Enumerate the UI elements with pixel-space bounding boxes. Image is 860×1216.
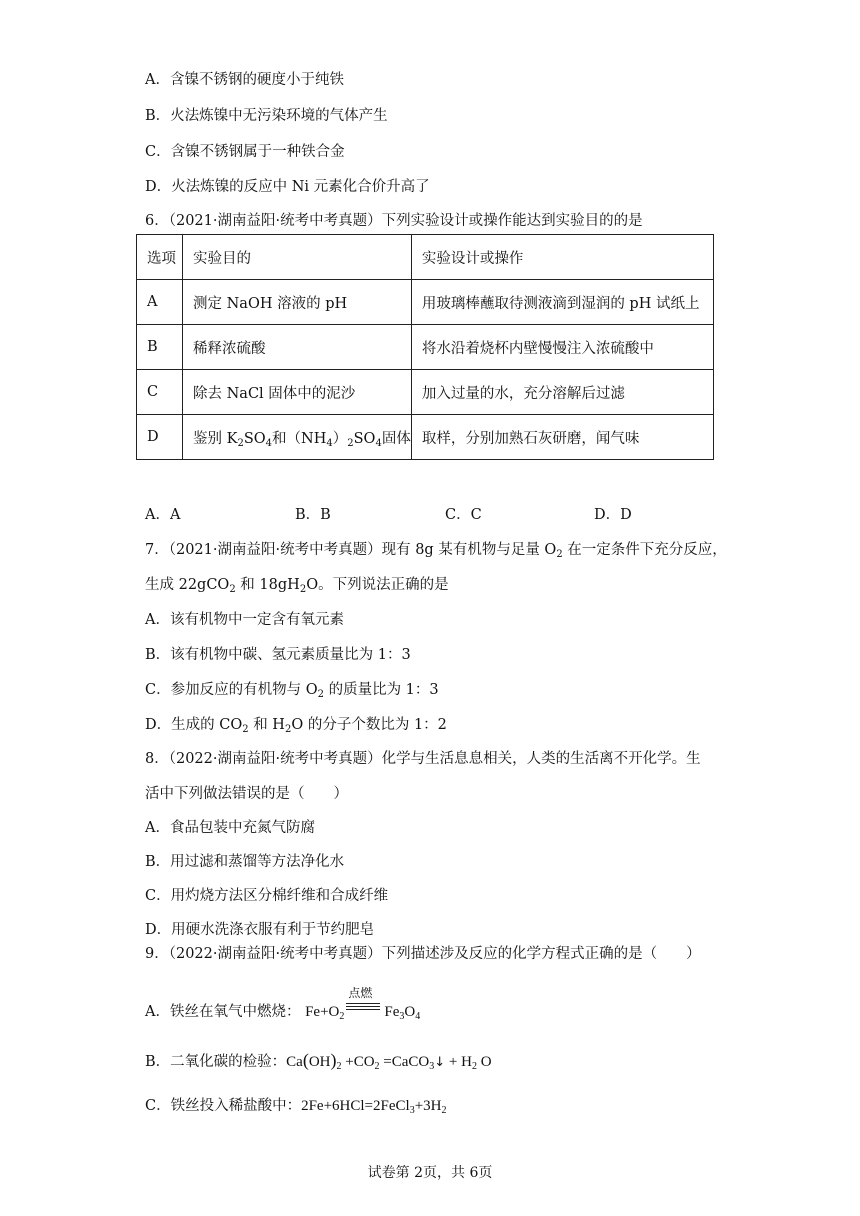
q9-option-b-equation: $Ca(OH)_2 +CO_2$ =CaCO$_3$↓ + $H_2$ O: [286, 1050, 492, 1072]
q7-option-d: D．生成的 $CO_2$ 和 $H_2O$ 的分子个数比为 1：2: [145, 717, 447, 735]
reaction-condition: 点燃: [344, 996, 384, 1016]
q6-experiment-table: [136, 234, 714, 460]
q6-answer-d: D．D: [594, 507, 632, 523]
header-goal: 实验目的: [183, 235, 412, 280]
row-option: C: [137, 370, 183, 415]
q8-stem-line2: 活中下列做法错误的是（ ）: [145, 786, 348, 802]
q8-option-b: B．用过滤和蒸馏等方法净化水: [145, 854, 345, 870]
row-goal: 测定 NaOH 溶液的 pH: [183, 280, 412, 325]
q8-option-d: D．用硬水洗涤衣服有利于节约肥皂: [145, 922, 375, 938]
q9-option-b: [145, 1050, 492, 1073]
row-goal: 除去 NaCl 固体中的泥沙: [183, 370, 412, 415]
row-method: 取样，分别加熟石灰研磨，闻气味: [411, 415, 713, 460]
q9-option-b-label: B．二氧化碳的检验：: [145, 1054, 287, 1070]
q9-stem: 9．（2022·湖南益阳·统考中考真题）下列描述涉及反应的化学方程式正确的是（ ）: [145, 946, 701, 962]
q8-option-c: C．用灼烧方法区分棉纤维和合成纤维: [145, 888, 389, 904]
row-method: 将水沿着烧杯内壁慢慢注入浓硫酸中: [411, 325, 713, 370]
table-row: [137, 280, 714, 325]
q7-stem-line1: 7．（2021·湖南益阳·统考中考真题）现有 8g 某有机物与足量 $O_2$ 在一定条件下充分反应，: [145, 542, 727, 560]
q6-answer-c: C．C: [445, 507, 482, 523]
q5-option-c: C．含镍不锈钢属于一种铁合金: [145, 144, 345, 160]
row-option: D: [137, 415, 183, 460]
q9-option-a-equation: $Fe+O_2$ 点燃 $Fe_3O_4$: [305, 986, 421, 1022]
q7-option-b: B．该有机物中碳、氢元素质量比为 1：3: [145, 647, 411, 663]
row-goal: 稀释浓硫酸: [183, 325, 412, 370]
header-option: 选项: [137, 235, 183, 280]
row-method: 加入过量的水，充分溶解后过滤: [411, 370, 713, 415]
row-option: A: [137, 280, 183, 325]
q8-option-a: A．食品包装中充氮气防腐: [145, 820, 315, 836]
page-footer: 试卷第 2页，共 6页: [367, 1165, 493, 1181]
q9-option-a: [145, 986, 421, 1022]
table-row: [137, 325, 714, 370]
q7-stem-line2: 生成 22gCO$_2$ 和 $18gH_2O$。下列说法正确的是: [145, 577, 449, 595]
q7-option-c: C．参加反应的有机物与 $O_2$ 的质量比为 1：3: [145, 682, 439, 700]
q6-answer-a: A．A: [145, 507, 181, 523]
q5-option-a: A．含镍不锈钢的硬度小于纯铁: [145, 72, 344, 88]
q6-answer-b: B．B: [295, 507, 331, 523]
q9-option-c-label: C．铁丝投入稀盐酸中：: [145, 1098, 302, 1114]
row-method: 用玻璃棒蘸取待测液滴到湿润的 pH 试纸上: [411, 280, 713, 325]
row-option: B: [137, 325, 183, 370]
q9-option-c: [145, 1096, 447, 1116]
header-method: 实验设计或操作: [411, 235, 713, 280]
table-row: [137, 415, 714, 460]
q5-option-d: D．火法炼镍的反应中 Ni 元素化合价升高了: [145, 179, 430, 195]
q6-stem: 6．（2021·湖南益阳·统考中考真题）下列实验设计或操作能达到实验目的的是: [145, 213, 643, 229]
q9-option-c-equation: $2Fe+6HCl=2FeCl_3+3H_2$: [301, 1098, 447, 1116]
q7-option-a: A．该有机物中一定含有氧元素: [145, 612, 344, 628]
q5-option-b: B．火法炼镍中无污染环境的气体产生: [145, 108, 388, 124]
row-goal: 鉴别 $K_2SO_4$和$(NH_4)_2SO_4$固体: [183, 415, 412, 460]
q8-stem-line1: 8．（2022·湖南益阳·统考中考真题）化学与生活息息相关，人类的生活离不开化学。生: [145, 751, 701, 767]
table-header-row: [137, 235, 714, 280]
table-row: [137, 370, 714, 415]
q9-option-a-label: A．铁丝在氧气中燃烧：: [145, 1004, 301, 1020]
